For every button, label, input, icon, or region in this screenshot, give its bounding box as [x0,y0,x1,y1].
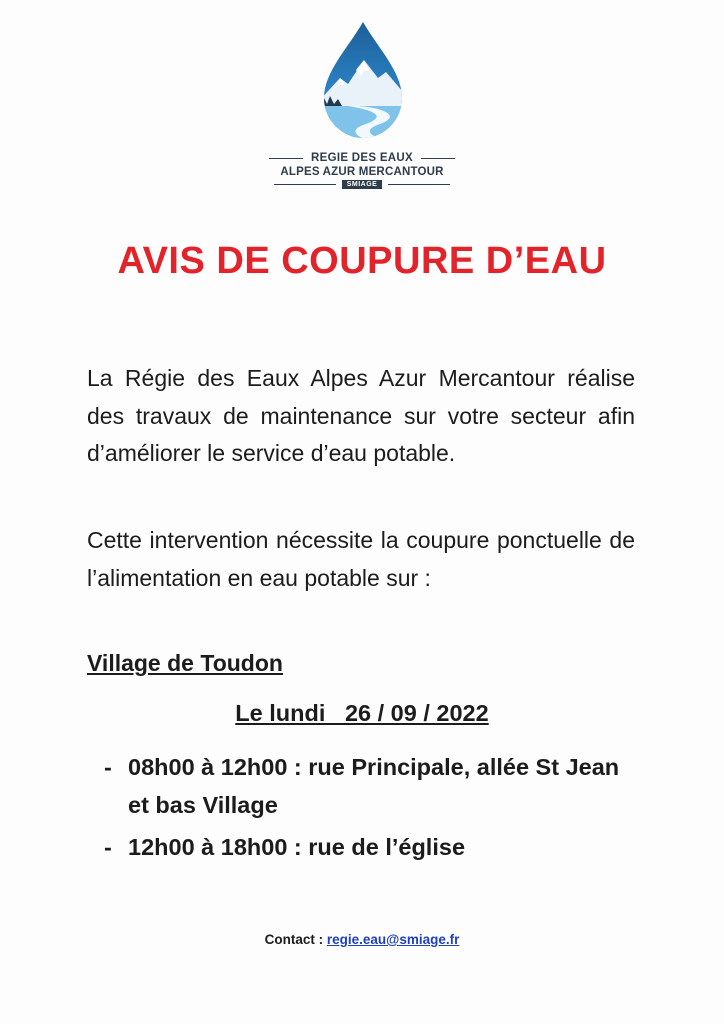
divider-right [388,184,450,185]
location-heading: Village de Toudon [87,650,283,676]
org-badge-row [240,180,484,189]
org-name-line1-row [240,152,484,164]
date-heading: Le lundi 26 / 09 / 2022 [235,700,489,726]
contact-line [0,932,724,947]
contact-label: Contact : [264,932,327,947]
schedule-item [104,748,644,824]
org-badge: SMIAGE [342,180,383,189]
divider-left [274,184,336,185]
divider-left [269,158,303,159]
schedule-item-text: 08h00 à 12h00 : rue Principale, allée St Jean et bas Village [128,754,620,818]
org-name-line1: REGIE DES EAUX [311,152,413,164]
contact-email-link[interactable]: regie.eau@smiage.fr [326,932,460,947]
intervention-paragraph: Cette intervention nécessite la coupure ponctuelle de l’alimentation en eau potable sur : [87,527,635,591]
water-drop-logo-icon [318,20,408,140]
list-dash: - [104,754,112,780]
intro-paragraph: La Régie des Eaux Alpes Azur Mercantour réalise des travaux de maintenance sur votre secteur afin d’améliorer le service d’eau potable. [87,365,635,466]
list-dash: - [104,834,112,860]
org-name-line2: ALPES AZUR MERCANTOUR [280,166,444,178]
schedule-list [104,748,644,870]
schedule-item [104,828,644,866]
schedule-item-text: 12h00 à 18h00 : rue de l’église [128,834,466,860]
organization-header [240,152,484,189]
divider-right [421,158,455,159]
notice-title: AVIS DE COUPURE D’EAU [117,240,607,282]
